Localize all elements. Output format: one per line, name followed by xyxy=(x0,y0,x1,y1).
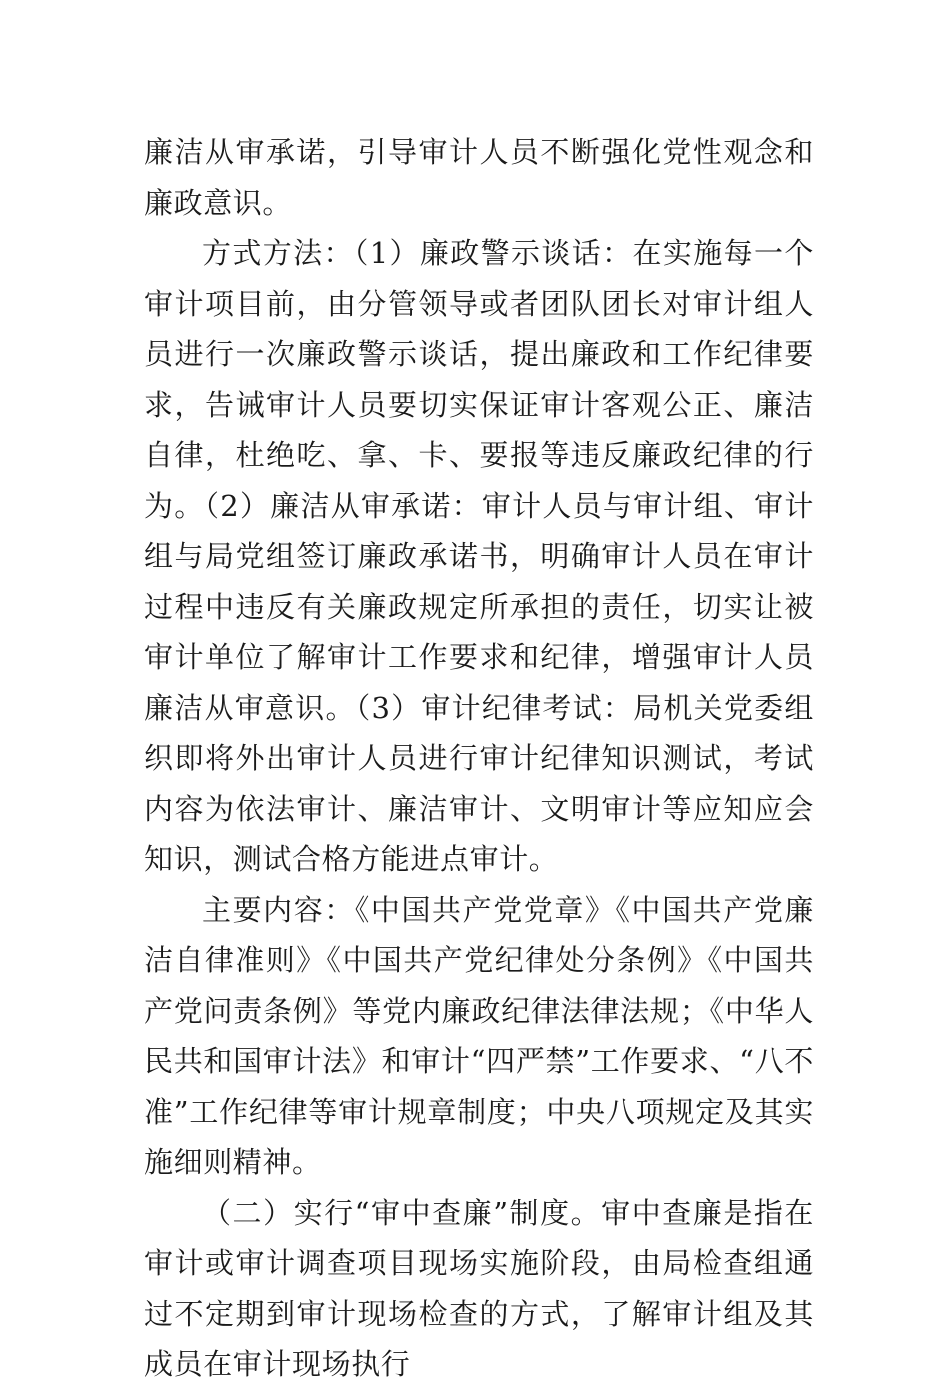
paragraph-continuation: 廉洁从审承诺，引导审计人员不断强化党性观念和廉政意识。 xyxy=(144,135,814,220)
paragraph-main-content: 主要内容：《中国共产党党章》《中国共产党廉洁自律准则》《中国共产党纪律处分条例》《中国共产党问责条例》等党内廉政纪律法律法规；《中华人民共和国审计法》和审计“四严禁”工作要求、“八不准”工作纪律等审计规章制度；中央八项规定及其实施细则精神。 xyxy=(144,892,814,1179)
paragraph-section-two: （二）实行“审中查廉”制度。审中查廉是指在审计或审计调查项目现场实施阶段，由局检查组通过不定期到审计现场检查的方式，了解审计组及其成员在审计现场执行 xyxy=(144,1195,814,1381)
paragraph-methods: 方式方法：（1）廉政警示谈话：在实施每一个审计项目前，由分管领导或者团队团长对审计组人员进行一次廉政警示谈话，提出廉政和工作纪律要求，告诫审计人员要切实保证审计客观公正、廉洁自律，杜绝吃、拿、卡、要报等违反廉政纪律的行为。（2）廉洁从审承诺：审计人员与审计组、审计组与局党组签订廉政承诺书，明确审计人员在审计过程中违反有关廉政规定所承担的责任，切实让被审计单位了解审计工作要求和纪律，增强审计人员廉洁从审意识。（3）审计纪律考试：局机关党委组织即将外出审计人员进行审计纪律知识测试，考试内容为依法审计、廉洁审计、文明审计等应知应会知识，测试合格方能进点审计。 xyxy=(144,236,814,876)
document-body xyxy=(144,127,814,1390)
